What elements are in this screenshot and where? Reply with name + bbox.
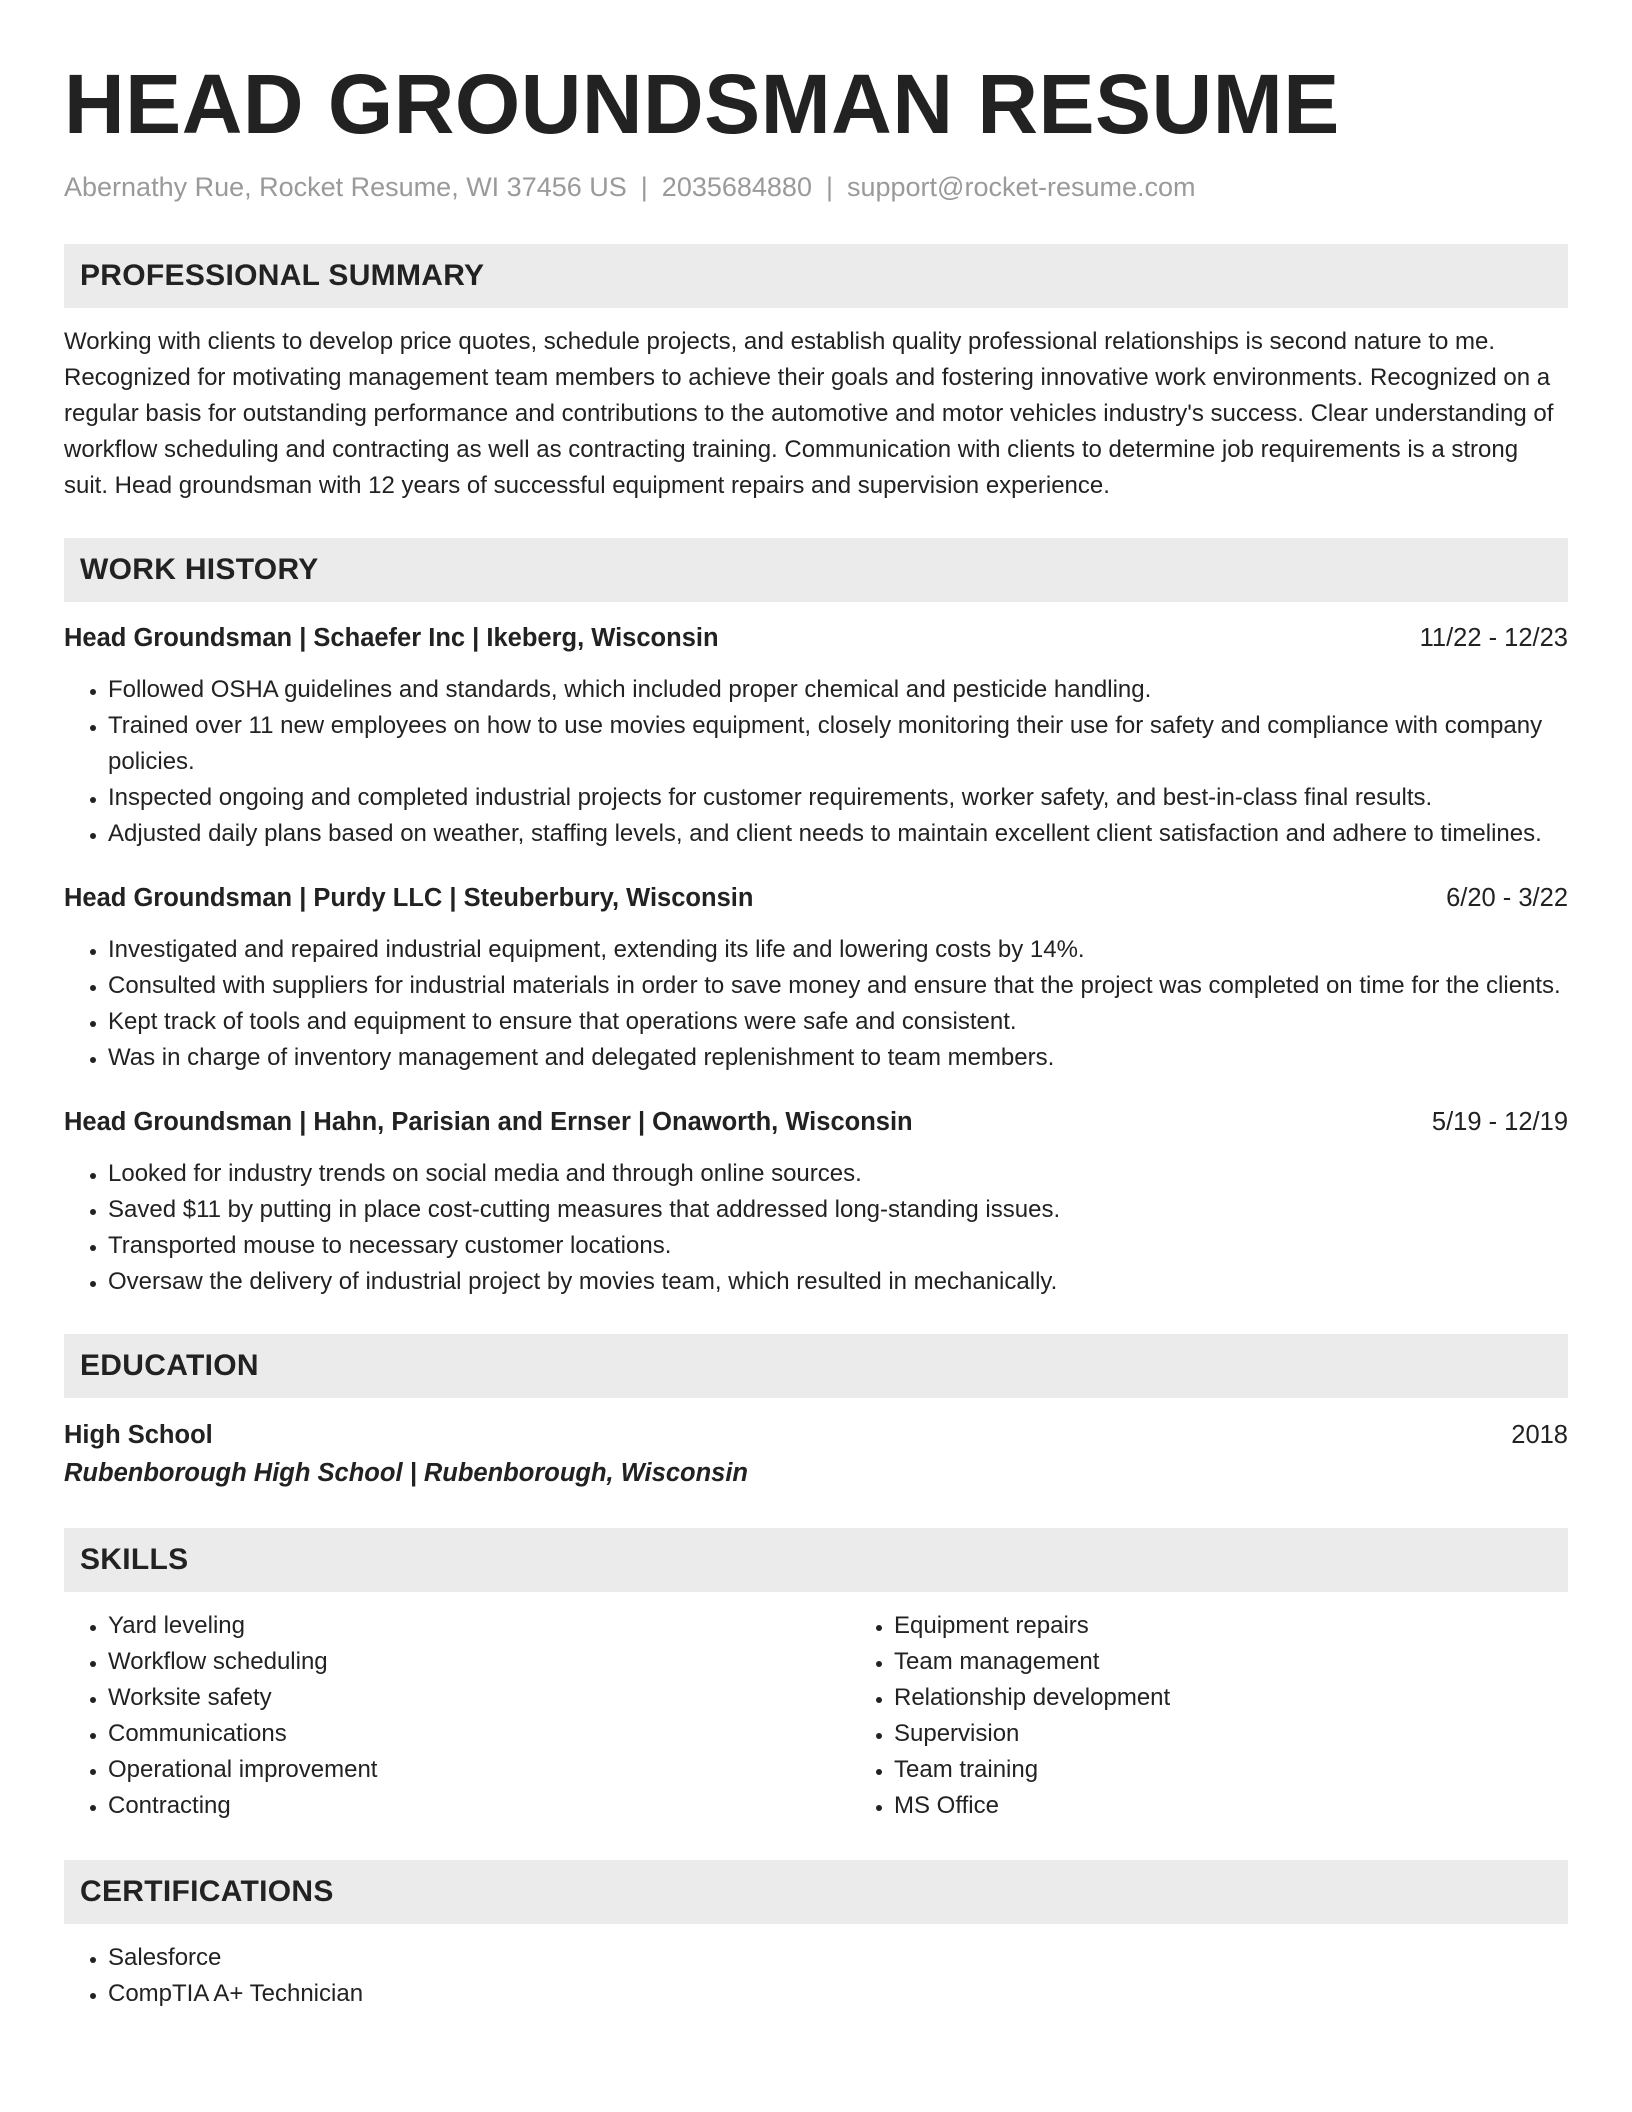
skill-item: • MS Office [894, 1788, 1170, 1824]
job-header [64, 620, 1568, 656]
skill-item: • Team training [894, 1752, 1170, 1788]
job-bullet: • Transported mouse to necessary customer locations. [108, 1228, 1568, 1264]
job-title: Head Groundsman | Hahn, Parisian and Ernser | Onaworth, Wisconsin [64, 1108, 913, 1136]
job-entry [64, 620, 1568, 852]
job-bullets [64, 932, 1568, 1076]
skill-item: • Worksite safety [108, 1680, 850, 1716]
education-year: 2018 [1511, 1421, 1568, 1449]
skill-item: • Operational improvement [108, 1752, 850, 1788]
section-heading-skills: SKILLS [64, 1528, 1568, 1592]
job-entry [64, 880, 1568, 1076]
education-section [64, 1334, 1568, 1492]
summary-section [64, 244, 1568, 504]
section-heading-summary: PROFESSIONAL SUMMARY [64, 244, 1568, 308]
contact-phone: 2035684880 [661, 172, 812, 202]
education-school: Rubenborough High School | Rubenborough, Wisconsin [64, 1459, 749, 1487]
contact-separator: | [640, 172, 648, 202]
job-bullets [64, 1156, 1568, 1300]
certification-item: • CompTIA A+ Technician [108, 1976, 1568, 2012]
skill-item: • Workflow scheduling [108, 1644, 850, 1680]
job-title: Head Groundsman | Schaefer Inc | Ikeberg, Wisconsin [64, 624, 719, 652]
summary-text: Working with clients to develop price quotes, schedule projects, and establish quality professional relationships is second nature to me. Recognized for motivating management team members to achieve their goals and fostering innovative work environments. Recognized on a regular basis for outstanding performance and contributions to the automotive and motor vehicles industry's success. Clear understanding of workflow scheduling and contracting as well as contracting training. Communication with clients to determine job requirements is a strong suit. Head groundsman with 12 years of successful equipment repairs and supervision experience. [64, 328, 1554, 499]
job-bullet: • Looked for industry trends on social media and through online sources. [108, 1156, 1568, 1192]
work-history-section [64, 538, 1568, 1300]
job-header [64, 880, 1568, 916]
job-bullet: • Oversaw the delivery of industrial project by movies team, which resulted in mechanically. [108, 1264, 1568, 1300]
education-header [64, 1416, 1568, 1454]
skills-columns [64, 1608, 1568, 1824]
resume-title: HEAD GROUNDSMAN RESUME [64, 57, 1340, 151]
job-bullet: • Inspected ongoing and completed industrial projects for customer requirements, worker safety, and best-in-class final results. [108, 780, 1568, 816]
job-dates: 11/22 - 12/23 [1419, 624, 1568, 652]
section-heading-certifications: CERTIFICATIONS [64, 1860, 1568, 1924]
job-bullet: • Consulted with suppliers for industrial materials in order to save money and ensure that the project was completed on time for the clients. [108, 968, 1568, 1004]
job-entry [64, 1104, 1568, 1300]
skills-section [64, 1528, 1568, 1824]
job-bullet: • Trained over 11 new employees on how to use movies equipment, closely monitoring their use for safety and compliance with company policies. [108, 708, 1568, 780]
job-title: Head Groundsman | Purdy LLC | Steuberbury, Wisconsin [64, 884, 754, 912]
job-bullet: • Investigated and repaired industrial equipment, extending its life and lowering costs by 14%. [108, 932, 1568, 968]
contact-email: support@rocket-resume.com [846, 172, 1196, 202]
job-bullet: • Was in charge of inventory management and delegated replenishment to team members. [108, 1040, 1568, 1076]
section-heading-education: EDUCATION [64, 1334, 1568, 1398]
skill-item: • Yard leveling [108, 1608, 850, 1644]
skill-item: • Relationship development [894, 1680, 1170, 1716]
contact-address: Abernathy Rue, Rocket Resume, WI 37456 US [64, 172, 627, 202]
job-header [64, 1104, 1568, 1140]
job-bullets [64, 672, 1568, 852]
skill-item: • Communications [108, 1716, 850, 1752]
skills-list-left [64, 1608, 850, 1824]
job-bullet: • Followed OSHA guidelines and standards, which included proper chemical and pesticide handling. [108, 672, 1568, 708]
certifications-list [64, 1940, 1568, 2012]
section-heading-work-history: WORK HISTORY [64, 538, 1568, 602]
job-dates: 6/20 - 3/22 [1446, 884, 1568, 912]
job-bullet: • Adjusted daily plans based on weather, staffing levels, and client needs to maintain excellent client satisfaction and adhere to timelines. [108, 816, 1568, 852]
skill-item: • Team management [894, 1644, 1170, 1680]
job-dates: 5/19 - 12/19 [1431, 1108, 1568, 1136]
job-bullet: • Saved $11 by putting in place cost-cutting measures that addressed long-standing issues. [108, 1192, 1568, 1228]
skills-list-right [850, 1608, 1170, 1824]
skill-item: • Supervision [894, 1716, 1170, 1752]
education-entry [64, 1416, 1568, 1492]
education-degree: High School [64, 1421, 213, 1449]
skill-item: • Equipment repairs [894, 1608, 1170, 1644]
contact-separator: | [825, 172, 833, 202]
job-bullet: • Kept track of tools and equipment to ensure that operations were safe and consistent. [108, 1004, 1568, 1040]
certification-item: • Salesforce [108, 1940, 1568, 1976]
certifications-section [64, 1860, 1568, 2012]
contact-line [64, 170, 1568, 204]
skill-item: • Contracting [108, 1788, 850, 1824]
